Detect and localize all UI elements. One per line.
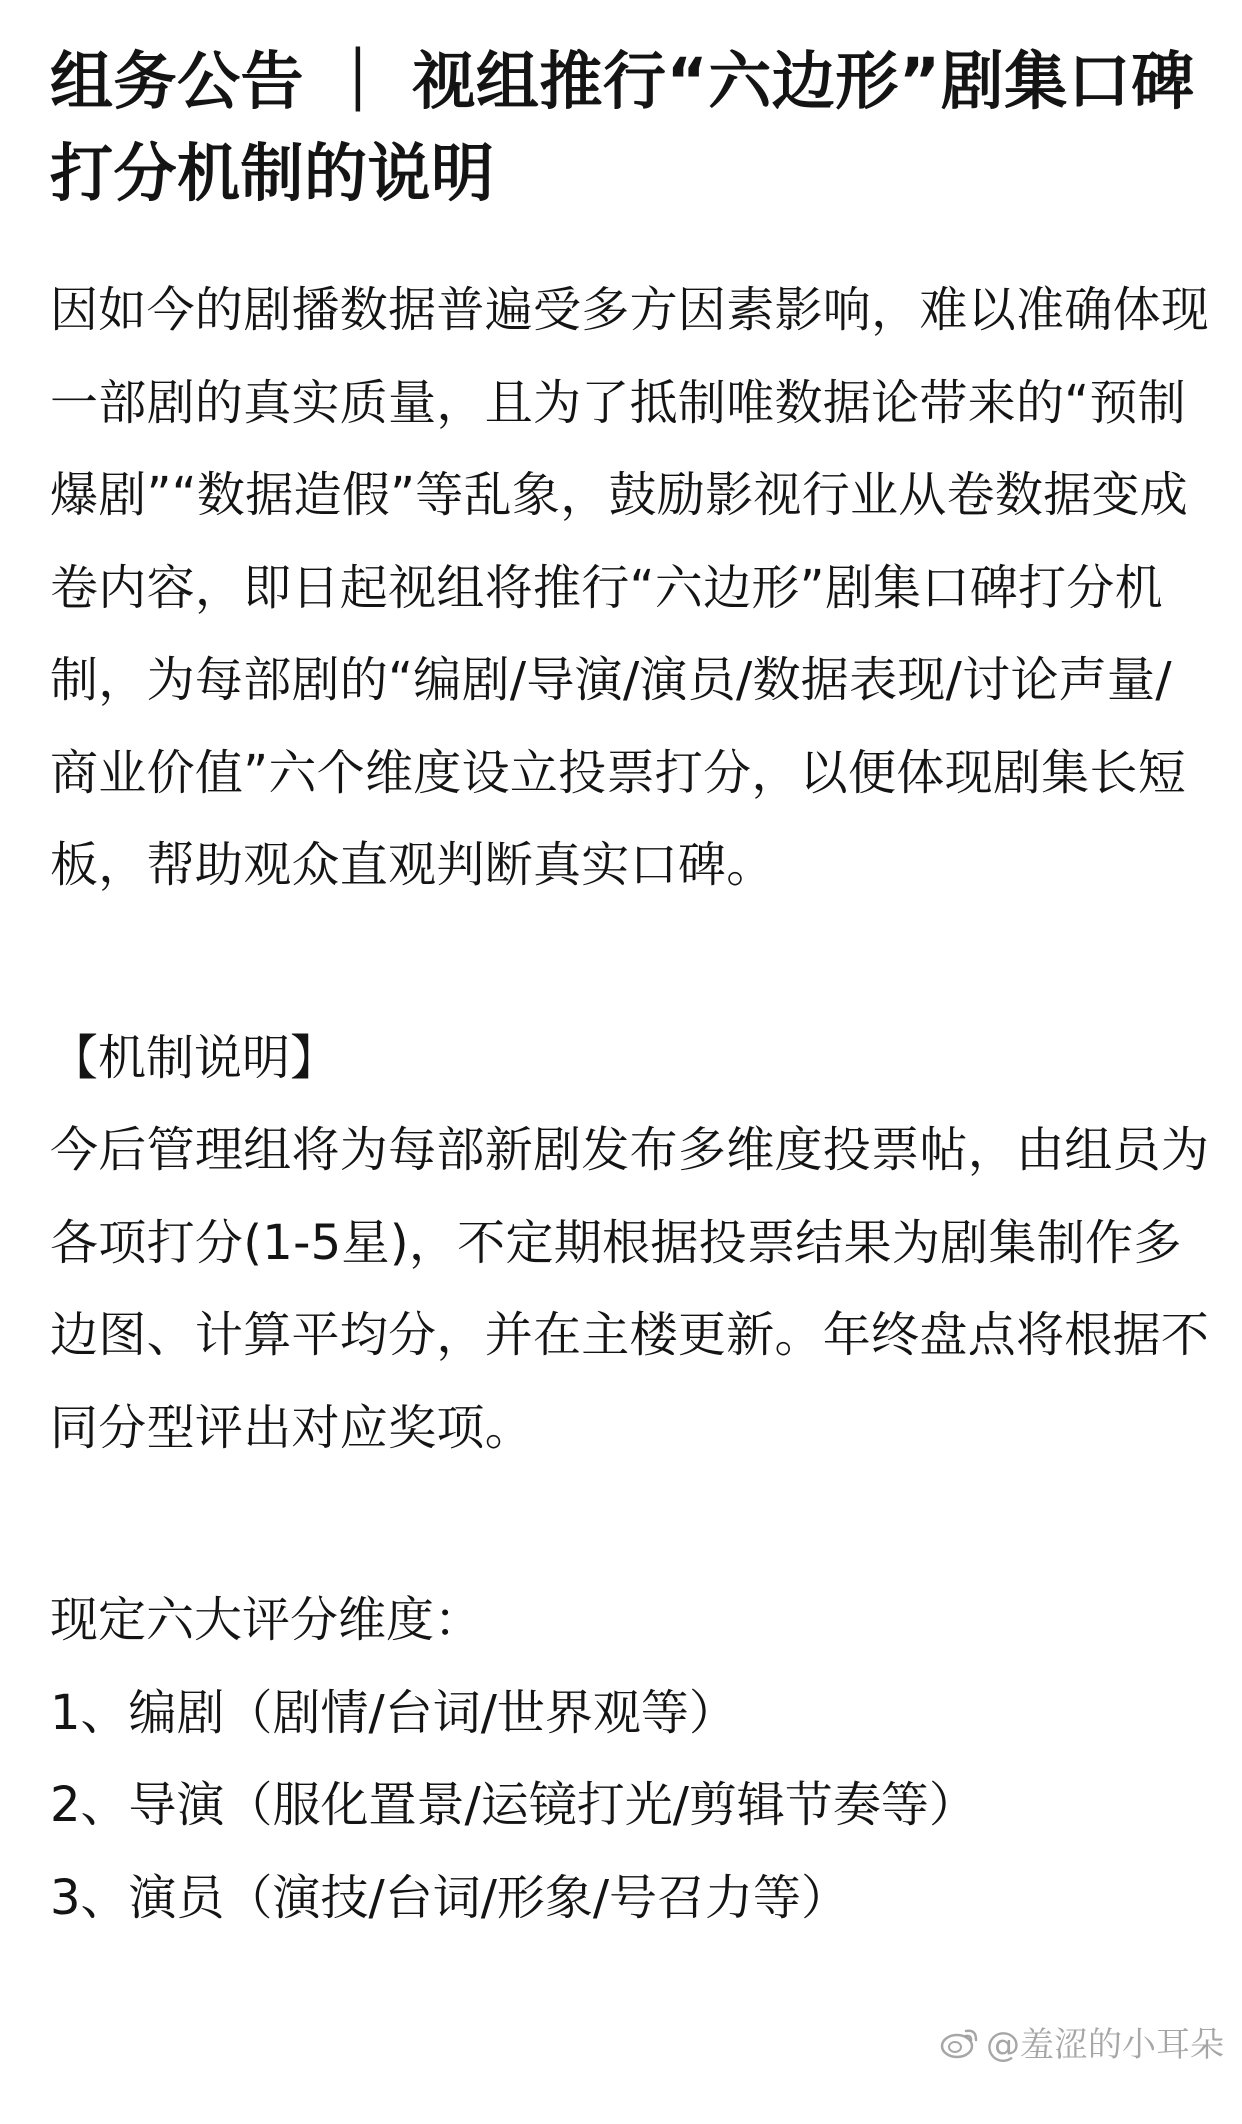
page-title: 组务公告 ｜ 视组推行“六边形”剧集口碑打分机制的说明 [50,45,1195,210]
watermark-text: @羞涩的小耳朵 [986,2025,1224,2065]
dimensions-heading: 现定六大评分维度： [50,1592,483,1648]
list-item: 2、导演（服化置景/运镜打光/剪辑节奏等） [50,1777,977,1833]
mechanism-paragraph: 今后管理组将为每部新剧发布多维度投票帖，由组员为各项打分(1-5星)，不定期根据投票结果为剧集制作多边图、计算平均分，并在主楼更新。年终盘点将根据不同分型评出对应奖项。 [50,1122,1210,1456]
watermark [940,2017,1224,2066]
list-item: 1、编剧（剧情/台词/世界观等） [50,1684,737,1741]
mechanism-heading: 【机制说明】 [50,1029,339,1086]
intro-paragraph: 因如今的剧播数据普遍受多方因素影响，难以准确体现一部剧的真实质量，且为了抵制唯数据论带来的“预制爆剧”“数据造假”等乱象，鼓励影视行业从卷数据变成卷内容，即日起视组将推行“六边形”剧集口碑打分机制，为每部剧的“编剧/导演/演员/数据表现/讨论声量/商业价值”六个维度设立投票打分，以便体现剧集长短板，帮助观众直观判断真实口碑。 [50,282,1210,893]
weibo-icon [940,2025,980,2059]
announcement [50,0,1210,1944]
list-item: 3、演员（演技/台词/形象/号召力等） [50,1869,850,1926]
dimensions-list [50,1667,1210,1945]
